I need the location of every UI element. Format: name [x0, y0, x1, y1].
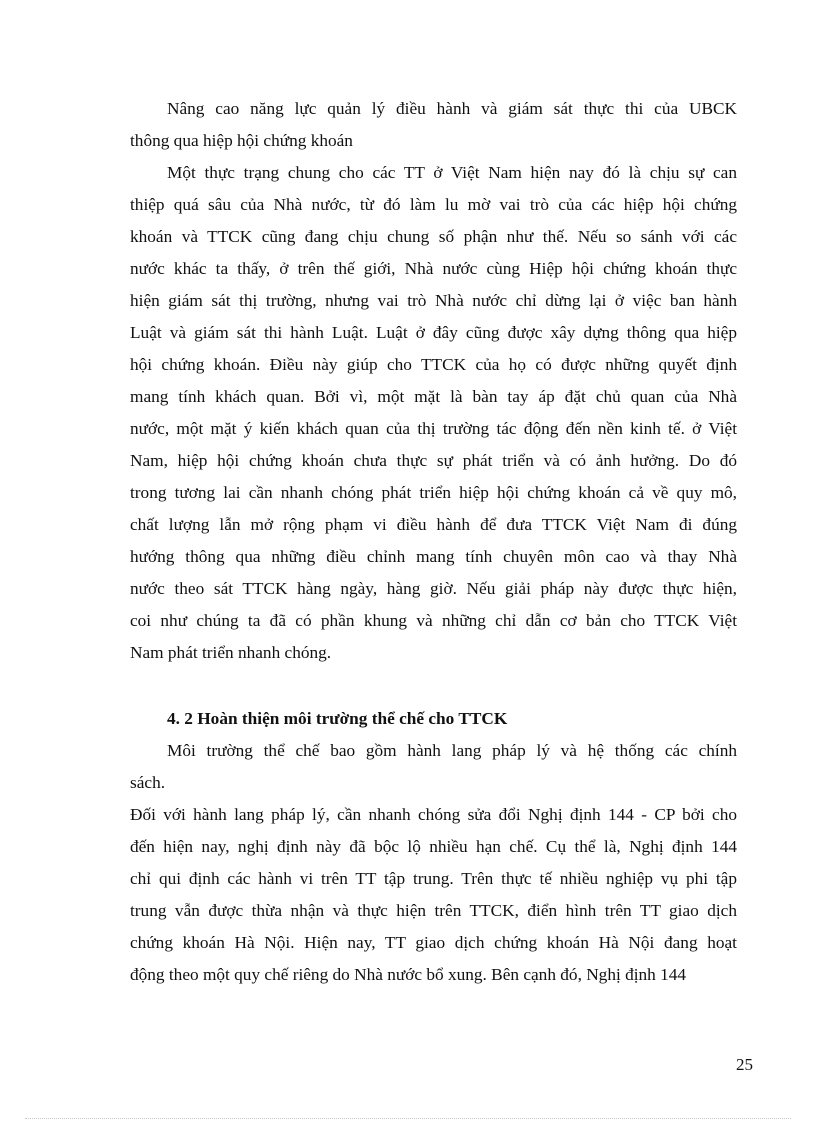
text-line: Một thực trạng chung cho các TT ở Việt Nam hiện nay đó là chịu sự can	[167, 163, 737, 182]
text-line: Môi trường thể chế bao gồm hành lang pháp lý và hệ thống các chính	[167, 741, 737, 760]
text-line: chất lượng lẫn mở rộng phạm vi điều hành để đưa TTCK Việt Nam đi đúng	[130, 515, 737, 534]
text-line: coi như chúng ta đã có phần khung và những chỉ dẫn cơ bản cho TTCK Việt	[130, 611, 737, 630]
text-line: chỉ qui định các hành vi trên TT tập trung. Trên thực tế nhiều nghiệp vụ phi tập	[130, 869, 737, 888]
text-line: trong tương lai cần nhanh chóng phát triển hiệp hội chứng khoán cả về quy mô,	[130, 483, 737, 502]
text-line: Nâng cao năng lực quản lý điều hành và giám sát thực thi của UBCK	[167, 99, 737, 118]
section-heading: 4. 2 Hoàn thiện môi trường thể chế cho TTCK	[167, 709, 508, 728]
text-line: chứng khoán Hà Nội. Hiện nay, TT giao dịch chứng khoán Hà Nội đang hoạt	[130, 933, 737, 952]
text-line: sách.	[130, 773, 166, 792]
text-line: động theo một quy chế riêng do Nhà nước bổ xung. Bên cạnh đó, Nghị định 144	[130, 965, 687, 984]
text-line: thiệp quá sâu của Nhà nước, từ đó làm lu mờ vai trò của các hiệp hội chứng	[130, 195, 737, 214]
text-line: Luật và giám sát thi hành Luật. Luật ở đây cũng được xây dựng thông qua hiệp	[130, 323, 737, 342]
footer-divider	[25, 1118, 791, 1119]
text-line: khoán và TTCK cũng đang chịu chung số phận như thế. Nếu so sánh với các	[130, 227, 737, 246]
text-line: hội chứng khoán. Điều này giúp cho TTCK của họ có được những quyết định	[130, 355, 737, 374]
text-line: nước theo sát TTCK hàng ngày, hàng giờ. Nếu giải pháp này được thực hiện,	[130, 579, 737, 598]
text-line: mang tính khách quan. Bởi vì, một mặt là bàn tay áp đặt chủ quan của Nhà	[130, 387, 737, 406]
text-line: nước khác ta thấy, ở trên thế giới, Nhà nước cùng Hiệp hội chứng khoán thực	[130, 259, 737, 278]
text-line: Nam phát triển nhanh chóng.	[130, 643, 332, 662]
text-line: Đối với hành lang pháp lý, cần nhanh chóng sửa đổi Nghị định 144 - CP bởi cho	[130, 805, 737, 824]
text-line: thông qua hiệp hội chứng khoán	[130, 131, 353, 150]
text-line: trung vẫn được thừa nhận và thực hiện trên TTCK, điển hình trên TT giao dịch	[130, 901, 737, 920]
text-line: đến hiện nay, nghị định này đã bộc lộ nhiều hạn chế. Cụ thể là, Nghị định 144	[130, 837, 737, 856]
page-number: 25	[736, 1055, 753, 1074]
text-line: nước, một mặt ý kiến khách quan của thị trường tác động đến nền kinh tế. ở Việt	[130, 419, 737, 438]
text-line: hướng thông qua những điều chỉnh mang tính chuyên môn cao và thay Nhà	[130, 547, 737, 566]
text-line: Nam, hiệp hội chứng khoán chưa thực sự phát triển và có ảnh hưởng. Do đó	[130, 451, 737, 470]
text-line: hiện giám sát thị trường, nhưng vai trò Nhà nước chỉ dừng lại ở việc ban hành	[130, 291, 737, 310]
